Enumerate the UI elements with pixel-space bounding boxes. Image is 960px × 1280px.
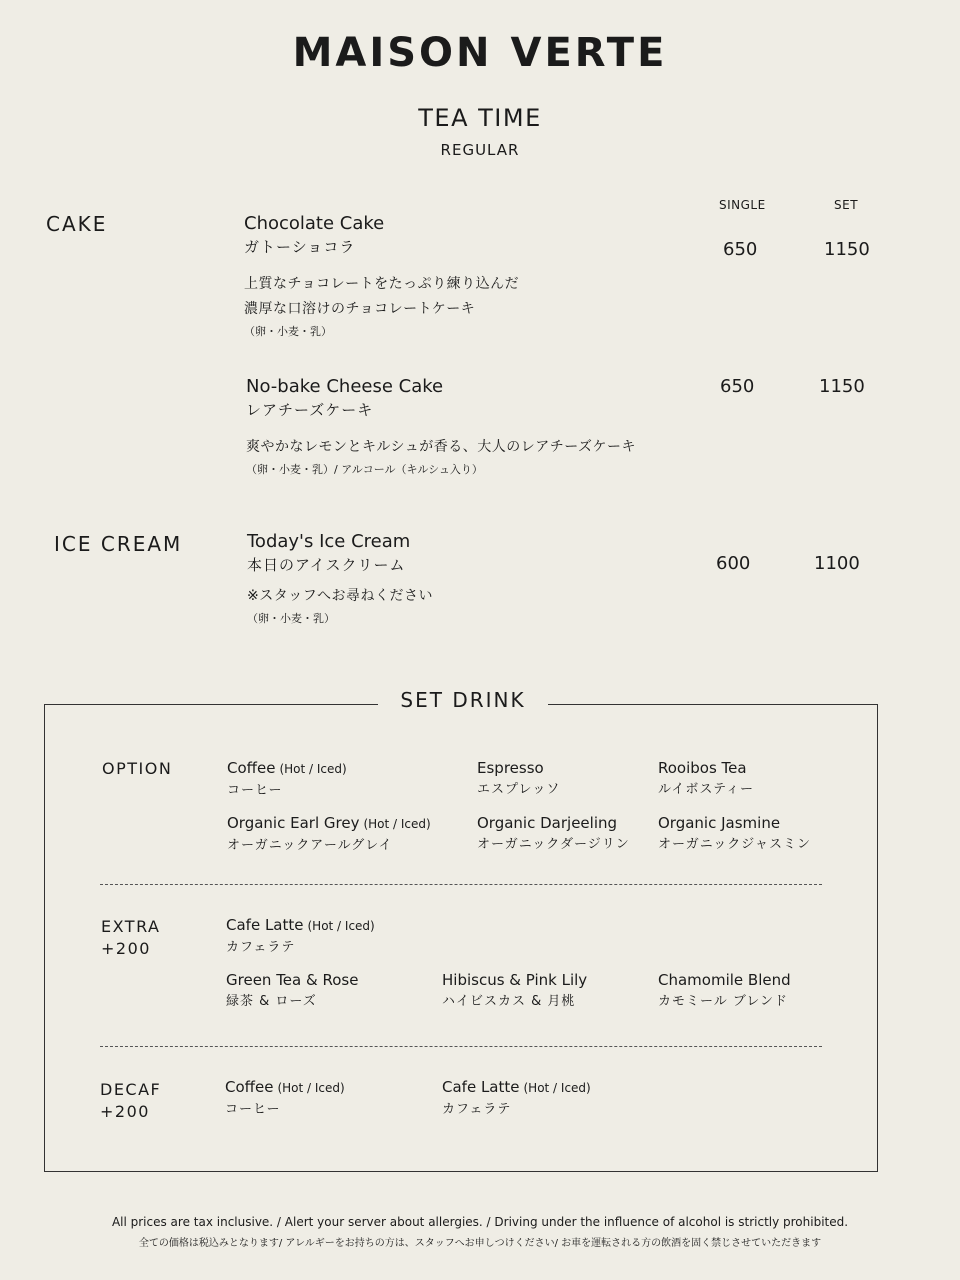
drink-note: (Hot / Iced) xyxy=(523,1081,591,1095)
drink-name-en: Rooibos Tea xyxy=(658,759,747,777)
drink-name-jp: エスプレッソ xyxy=(477,782,561,797)
drink-green-tea-rose xyxy=(226,970,358,1012)
menu-subtitle: REGULAR xyxy=(440,141,520,159)
category-price: +200 xyxy=(100,1102,150,1121)
item-description-line: ※スタッフへお尋ねください xyxy=(247,588,433,604)
item-allergen: （卵・小麦・乳）/ アルコール（キルシュ入り） xyxy=(246,463,483,476)
item-name-jp: 本日のアイスクリーム xyxy=(247,556,406,574)
drink-name-jp: オーガニックアールグレイ xyxy=(227,838,393,853)
item-name-en: No-bake Cheese Cake xyxy=(246,376,444,397)
item-name-jp: レアチーズケーキ xyxy=(246,401,374,419)
drink-organic-jasmine xyxy=(658,813,811,855)
price-set: 1150 xyxy=(819,376,865,397)
drink-category-option: OPTION xyxy=(102,759,173,778)
item-description xyxy=(246,435,686,460)
brand-word-1: MAISON xyxy=(292,30,493,76)
brand-title xyxy=(0,30,960,76)
drink-note: (Hot / Iced) xyxy=(363,817,431,831)
brand-word-2: VERTE xyxy=(510,30,668,76)
price-single: 650 xyxy=(723,239,758,260)
price-set: 1150 xyxy=(824,239,870,260)
item-name-jp: ガトーショコラ xyxy=(244,238,356,256)
price-single: 600 xyxy=(716,553,751,574)
category-price: +200 xyxy=(101,939,151,958)
drink-note: (Hot / Iced) xyxy=(307,919,375,933)
drink-name-en: Chamomile Blend xyxy=(658,971,791,989)
drink-note: (Hot / Iced) xyxy=(279,762,347,776)
item-name-en: Chocolate Cake xyxy=(244,213,385,234)
drink-organic-earl-grey xyxy=(227,813,431,856)
dashed-divider xyxy=(100,1046,822,1047)
drink-cafe-latte xyxy=(226,915,375,958)
item-description xyxy=(244,272,684,322)
drink-name-jp: カフェラテ xyxy=(226,940,296,955)
price-set: 1100 xyxy=(814,553,860,574)
category-label: DECAF xyxy=(100,1080,162,1099)
drink-name-jp: カモミール ブレンド xyxy=(658,994,789,1009)
drink-name-en: Espresso xyxy=(477,759,544,777)
drink-name-en: Coffee xyxy=(225,1078,274,1096)
drink-decaf-coffee xyxy=(225,1077,345,1120)
menu-title: TEA TIME xyxy=(418,104,542,132)
item-name-en: Today's Ice Cream xyxy=(247,531,411,552)
item-allergen: （卵・小麦・乳） xyxy=(244,325,332,338)
drink-name-jp: 緑茶 & ローズ xyxy=(226,994,317,1009)
drink-coffee xyxy=(227,758,347,801)
drink-name-jp: ハイビスカス & 月桃 xyxy=(442,994,576,1009)
drink-name-en: Organic Earl Grey xyxy=(227,814,360,832)
drink-name-en: Cafe Latte xyxy=(226,916,304,934)
item-allergen: （卵・小麦・乳） xyxy=(247,612,335,625)
drink-name-en: Organic Darjeeling xyxy=(477,814,618,832)
category-label: EXTRA xyxy=(101,917,161,936)
drink-category-extra xyxy=(101,916,160,960)
item-description-line: 爽やかなレモンとキルシュが香る、大人のレアチーズケーキ xyxy=(246,439,637,455)
set-drink-title: SET DRINK xyxy=(378,688,548,712)
item-description-line: 上質なチョコレートをたっぷり練り込んだ xyxy=(244,276,520,292)
menu-item-no-bake-cheese-cake xyxy=(246,375,686,480)
drink-chamomile-blend xyxy=(658,970,791,1012)
dashed-divider xyxy=(100,884,822,885)
drink-name-en: Green Tea & Rose xyxy=(226,971,359,989)
drink-name-jp: オーガニックジャスミン xyxy=(658,837,811,852)
drink-name-en: Cafe Latte xyxy=(442,1078,520,1096)
drink-name-jp: コーヒー xyxy=(225,1102,281,1117)
section-label-cake: CAKE xyxy=(46,212,108,236)
drink-espresso xyxy=(477,758,560,800)
drink-name-en: Hibiscus & Pink Lily xyxy=(442,971,588,989)
menu-item-todays-ice-cream xyxy=(247,530,687,629)
drink-name-jp: オーガニックダージリン xyxy=(477,837,630,852)
drink-rooibos-tea xyxy=(658,758,754,800)
drink-name-en: Organic Jasmine xyxy=(658,814,781,832)
price-single: 650 xyxy=(720,376,755,397)
drink-name-jp: コーヒー xyxy=(227,783,283,798)
drink-name-en: Coffee xyxy=(227,759,276,777)
drink-name-jp: ルイボスティー xyxy=(658,782,755,797)
item-description xyxy=(247,584,687,609)
drink-category-decaf xyxy=(100,1079,161,1123)
drink-hibiscus-pink-lily xyxy=(442,970,587,1012)
drink-organic-darjeeling xyxy=(477,813,630,855)
drink-name-jp: カフェラテ xyxy=(442,1102,512,1117)
menu-item-chocolate-cake xyxy=(244,212,684,342)
drink-note: (Hot / Iced) xyxy=(277,1081,345,1095)
footer-notice-en: All prices are tax inclusive. / Alert your server about allergies. / Driving under the influence of alcohol is strictly prohibited. xyxy=(111,1215,849,1229)
footer-notice-jp: 全ての価格は税込みとなります/ アレルギーをお持ちの方は、スタッフへお申しつけください/ お車を運転される方の飲酒を固く禁じさせていただきます xyxy=(138,1238,822,1249)
drink-decaf-cafe-latte xyxy=(442,1077,591,1120)
column-header-single: SINGLE xyxy=(719,198,766,212)
column-header-set: SET xyxy=(834,198,859,212)
section-label-ice-cream: ICE CREAM xyxy=(54,532,183,556)
item-description-line: 濃厚な口溶けのチョコレートケーキ xyxy=(244,301,476,317)
